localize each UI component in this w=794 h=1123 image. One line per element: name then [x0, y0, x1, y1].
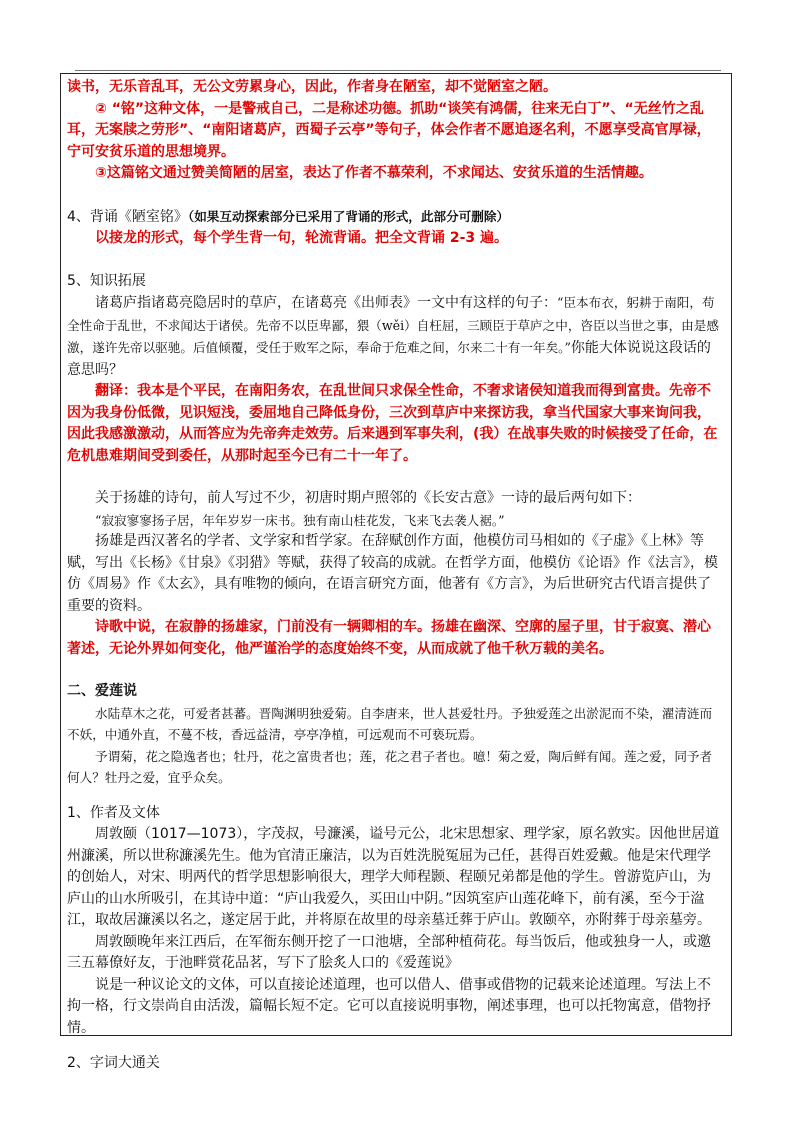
header-rule [75, 70, 721, 71]
section-4-heading [67, 206, 723, 229]
section-5-question: 你能大体说说这段话的意思吗？ [67, 340, 711, 378]
section-5-intro: 诸葛庐指诸葛亮隐居时的草庐，在诸葛亮《出师表》一文中有这样的句子： [95, 295, 557, 311]
yangxiong-bio: 扬雄是西汉著名的学者、文学家和哲学家。在辞赋创作方面，他模仿司马相如的《子虚》《上林》等赋，写出《长杨》《甘泉》《羽猎》等赋，获得了较高的成就。在哲学方面，他模仿《论语》作《法言》，模仿《周易》作《太玄》，具有唯物的倾向，在语言研究方面，他著有《方言》，为后世研究古代语言提供了重要的资料。 [67, 533, 718, 614]
section-5-title: 5、知识拓展 [67, 272, 146, 289]
chushibiao-quote: “臣本布衣，躬耕于南阳，苟全性命于乱世，不求闻达于诸侯。先帝不以臣卑鄙，猥（wěi）自枉屈，三顾臣于草庐之中，咨臣以当世之事，由是感激，遂许先帝以驱驰。后值倾覆，受任于败军之际，奉命于危难之间，尔来二十有一年矣。” [67, 295, 719, 355]
changan-guyi-poem: “寂寂寥寥扬子居，年年岁岁一床书。独有南山桂花发，飞来飞去袭人裾。” [95, 512, 505, 528]
analysis-point-1-continued: 读书，无乐音乱耳，无公文劳累身心，因此，作者身在陋室，却不觉陋室之陋。 [67, 79, 557, 95]
lesson-table-cell [60, 73, 732, 1071]
section-4-text: 以接龙的形式，每个学生背一句，轮流背诵。把全文背诵 2-3 遍。 [95, 230, 509, 246]
author-bio: 周敦颐（1017—1073），字茂叔，号濂溪，谥号元公，北宋思想家、理学家，原名敦实。因他世居道州濂溪，所以世称濂溪先生。他为官清正廉洁，以为百姓洗脱冤屈为己任，甚得百姓爱戴。他是宋代理学的创始人，对宋、明两代的哲学思想影响很大，理学大师程颢、程颐兄弟都是他的学生。曾游览庐山，为庐山的山水所吸引，在其诗中道：“庐山我爱久，买田山中阴。”因筑室庐山莲花峰下，前有溪，至今于湓江，取故居濂溪以名之，遂定居于此，并将原在故里的母亲墓迁葬于庐山。敦颐卒，亦附葬于母亲墓旁。 [67, 826, 720, 928]
analysis-point-3: ③这篇铭文通过赞美简陋的居室，表达了作者不慕荣利，不求闻达、安贫乐道的生活情趣。 [95, 165, 653, 181]
translation-answer: 翻译：我本是个平民，在南阳务农，在乱世间只求保全性命，不奢求诸侯知道我而得到富贵。先帝不因为我身份低微，见识短浅，委屈地自己降低身份，三次到草庐中来探访我，拿当代国家大事来询问我，因此我感激激动，从而答应为先帝奔走效劳。后来遇到军事失利，(我）在战事失败的时候接受了任命，在危机患难期间受到委任，从那时起至今已有二十一年了。 [67, 383, 718, 464]
author-later-years: 周敦颐晚年来江西后，在军衙东侧开挖了一口池塘，全部种植荷花。每当饭后，他或独身一人，或邀三五幕僚好友，于池畔赏花品茗，写下了脍炙人口的《爱莲说》 [67, 933, 711, 971]
section-5-paragraph-1 [67, 292, 723, 381]
section-4-title: 4、背诵《陋室铭》 [67, 208, 188, 225]
lesson-content [67, 77, 723, 1075]
yangxiong-intro: 关于扬雄的诗句，前人写过不少，初唐时期卢照邻的《长安古意》一诗的最后两句如下： [95, 490, 641, 506]
author-genre-title: 1、作者及文体 [67, 804, 160, 821]
ailianshuo-text-2: 予谓菊，花之隐逸者也；牡丹，花之富贵者也；莲，花之君子者也。噫！菊之爱，陶后鲜有闻。莲之爱，同予者何人？牡丹之爱，宜乎众矣。 [67, 748, 713, 785]
genre-description: 说是一种议论文的文体，可以直接论述道理，也可以借人、借事或借物的记载来论述道理。写法上不拘一格，行文崇尚自由活泼，篇幅长短不定。它可以直接说明事物，阐述事理，也可以托物寓意，借物抒情。 [67, 976, 711, 1036]
poem-interpretation: 诗歌中说，在寂静的扬雄家，门前没有一辆卿相的车。扬雄在幽深、空廓的屋子里，甘于寂寞、潜心著述，无论外界如何变化，他严谨治学的态度始终不变，从而成就了他千秋万载的美名。 [67, 619, 711, 657]
vocabulary-title: 2、字词大通关 [67, 1055, 160, 1071]
ailianshuo-text-1: 水陆草木之花，可爱者甚蕃。晋陶渊明独爱菊。自李唐来，世人甚爱牡丹。予独爱莲之出淤泥而不染，濯清涟而不妖，中通外直，不蔓不枝，香远益清，亭亭净植，可远观而不可亵玩焉。 [67, 705, 713, 742]
section-4-note: （如果互动探索部分已采用了背诵的形式，此部分可删除） [187, 208, 510, 224]
analysis-point-2: ② “铭”这种文体，一是警戒自己，二是称述功德。抓助“谈笑有鸿儒，往来无白丁”、“无丝竹之乱耳，无案牍之劳形”、“南阳诸葛庐，西蜀子云亭”等句子，体会作者不愿追逐名利，不愿享受高官厚禄，宁可安贫乐道的思想境界。 [67, 100, 711, 160]
section-ailianshuo-title: 二、爱莲说 [67, 683, 137, 699]
